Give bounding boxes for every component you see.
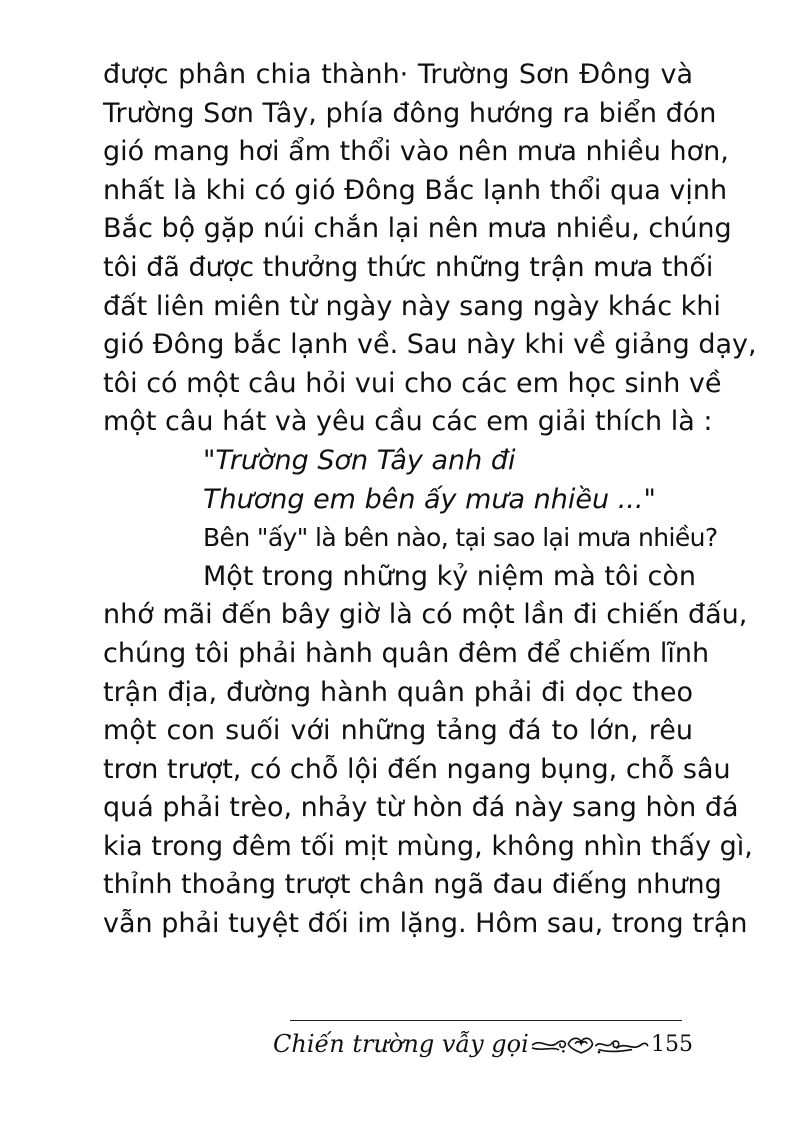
question-line: Bên "ấy" là bên nào, tại sao lại mưa nhiều?	[203, 523, 718, 553]
paragraph2-line-1: Một trong những kỷ niệm mà tôi còn	[203, 560, 697, 592]
body-line-1: được phân chia thành· Trường Sơn Đông và	[103, 59, 693, 90]
body-text	[103, 56, 757, 944]
paragraph2-line-3: chúng tôi phải hành quân đêm để chiếm lĩnh	[103, 637, 710, 669]
footer-rule	[290, 1020, 682, 1021]
paragraph2-line-2: nhớ mãi đến bây giờ là có một lần đi chiến đấu,	[103, 599, 748, 631]
paragraph2-line-7: quá phải trèo, nhảy từ hòn đá này sang hòn đá	[103, 792, 739, 824]
page-number: 155	[651, 1031, 693, 1057]
body-line-7: đất liên miên từ ngày này sang ngày khác khi	[103, 290, 721, 322]
paragraph2-line-5: một con suối với những tảng đá to lớn, rêu	[103, 715, 693, 747]
body-line-6: tôi đã được thưởng thức những trận mưa thối	[103, 251, 714, 283]
body-line-9: tôi có một câu hỏi vui cho các em học sinh về	[103, 367, 722, 399]
scroll-ornament-icon	[531, 1029, 649, 1059]
body-line-3: gió mang hơi ẩm thổi vào nên mưa nhiều hơn,	[103, 136, 729, 168]
body-line-10: một câu hát và yêu cầu các em giải thích là :	[103, 406, 713, 438]
body-line-5: Bắc bộ gặp núi chắn lại nên mưa nhiều, chúng	[103, 213, 732, 245]
verse-line-2: Thương em bên ấy mưa nhiều ..."	[203, 483, 656, 515]
body-line-2: Trường Sơn Tây, phía đông hướng ra biển đón	[103, 97, 717, 129]
verse-line-1: "Trường Sơn Tây anh đi	[203, 444, 516, 476]
paragraph2-line-6: trơn trượt, có chỗ lội đến ngang bụng, chỗ sâu	[103, 753, 731, 785]
page-footer	[273, 1026, 693, 1062]
body-line-8: gió Đông bắc lạnh về. Sau này khi về giảng dạy,	[103, 329, 757, 361]
paragraph2-line-8: kia trong đêm tối mịt mùng, không nhìn thấy gì,	[103, 830, 753, 862]
body-line-4: nhất là khi có gió Đông Bắc lạnh thổi qua vịnh	[103, 174, 728, 206]
paragraph2-line-9: thỉnh thoảng trượt chân ngã đau điếng nhưng	[103, 869, 722, 901]
footer-book-title: Chiến trường vẫy gọi	[273, 1030, 529, 1058]
paragraph2-line-4: trận địa, đường hành quân phải đi dọc theo	[103, 676, 693, 708]
paragraph2-line-10: vẫn phải tuyệt đối im lặng. Hôm sau, trong trận	[103, 908, 748, 940]
